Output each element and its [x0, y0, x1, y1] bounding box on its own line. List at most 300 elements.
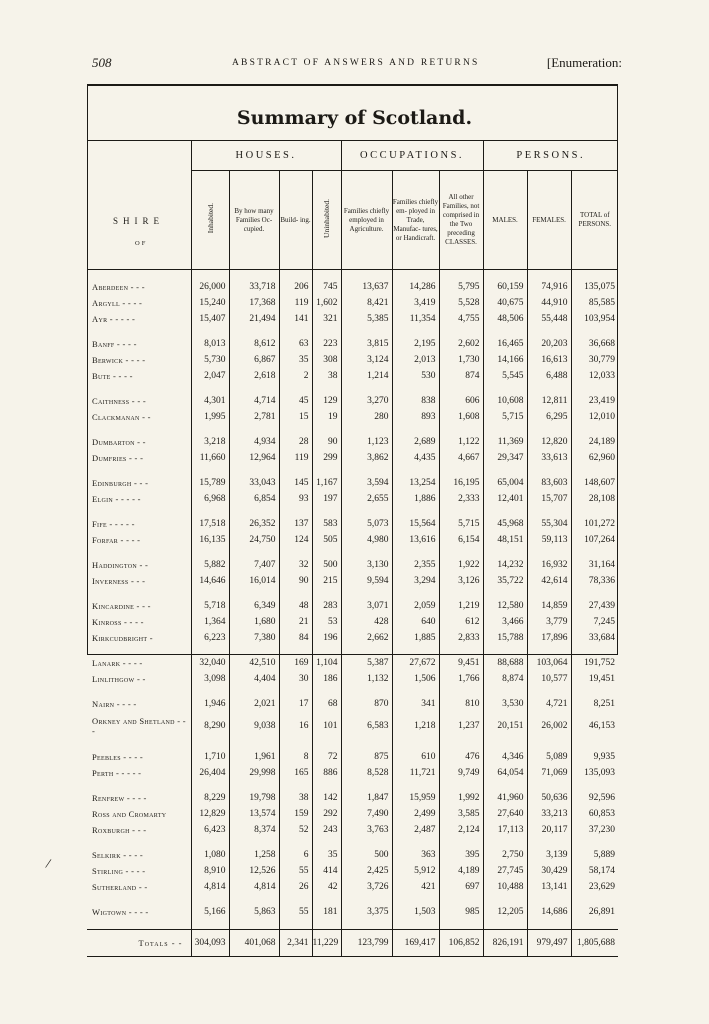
table-cell: 169: [279, 655, 312, 671]
col-inhabited: Inhabited.: [191, 171, 229, 270]
spacer-row: [87, 895, 618, 904]
table-cell: 9,451: [439, 655, 483, 671]
table-cell: 640: [392, 614, 439, 630]
table-cell: 137: [279, 516, 312, 532]
table-cell: 1,847: [341, 790, 392, 806]
table-cell: 72: [312, 749, 341, 765]
shire-name: Stirling - - - -: [92, 866, 146, 876]
table-cell: 2,333: [439, 491, 483, 507]
table-cell: 11,660: [191, 450, 229, 466]
table-row: [87, 279, 618, 295]
shire-name: Peebles - - - -: [92, 752, 144, 762]
table-cell: 142: [312, 790, 341, 806]
col-building: Build- ing.: [279, 171, 312, 270]
table-cell: 10,577: [527, 671, 571, 687]
shire-label: SHIRE: [113, 216, 165, 226]
table-cell: 3,763: [341, 822, 392, 838]
shire-name: Ayr - - - - -: [92, 314, 136, 324]
table-cell: 12,033: [571, 368, 618, 384]
table-row: [87, 409, 618, 425]
table-cell: 12,964: [229, 450, 279, 466]
table-cell: 4,404: [229, 671, 279, 687]
col-males: MALES.: [483, 171, 527, 270]
table-cell: 64,054: [483, 765, 527, 781]
table-cell: 14,286: [392, 279, 439, 295]
table-cell: 428: [341, 614, 392, 630]
table-cell: 29,347: [483, 450, 527, 466]
col-uninhabited: Uninhabited.: [312, 171, 341, 270]
summary-table: [87, 141, 618, 957]
table-cell: 29,998: [229, 765, 279, 781]
table-cell: 206: [279, 279, 312, 295]
table-cell: 145: [279, 475, 312, 491]
spacer-row: [87, 646, 618, 655]
col-agriculture: Families chiefly employed in Agriculture.: [341, 171, 392, 270]
table-cell: 4,934: [229, 434, 279, 450]
table-cell: 3,594: [341, 475, 392, 491]
table-cell: 6,867: [229, 352, 279, 368]
table-cell: 21: [279, 614, 312, 630]
table-cell: 1,122: [439, 434, 483, 450]
table-cell: 135,075: [571, 279, 618, 295]
table-cell: 40,675: [483, 295, 527, 311]
table-cell: 11,354: [392, 311, 439, 327]
table-cell: 3,779: [527, 614, 571, 630]
margin-mark: /: [44, 856, 52, 873]
table-cell: 3,218: [191, 434, 229, 450]
shire-name: Orkney and Shetland - - -: [92, 716, 186, 736]
table-cell: 48,151: [483, 532, 527, 548]
table-cell: 1,219: [439, 598, 483, 614]
table-cell: 85,585: [571, 295, 618, 311]
table-cell: 2,662: [341, 630, 392, 646]
table-cell: 9,594: [341, 573, 392, 589]
table-cell: 3,071: [341, 598, 392, 614]
table-cell: 8,374: [229, 822, 279, 838]
table-cell: 16,465: [483, 336, 527, 352]
shire-name: Elgin - - - - -: [92, 494, 141, 504]
table-cell: 2,195: [392, 336, 439, 352]
running-title: ABSTRACT OF ANSWERS AND RETURNS: [232, 58, 480, 68]
shire-name: Dumbarton - -: [92, 437, 146, 447]
table-cell: 985: [439, 904, 483, 920]
table-cell: 27,439: [571, 598, 618, 614]
table-cell: 4,667: [439, 450, 483, 466]
table-cell: 33,684: [571, 630, 618, 646]
table-cell: 15,959: [392, 790, 439, 806]
table-cell: 321: [312, 311, 341, 327]
table-cell: 1,886: [392, 491, 439, 507]
table-cell: 17: [279, 696, 312, 712]
shire-name: Clackmanan - -: [92, 412, 151, 422]
table-cell: 341: [392, 696, 439, 712]
col-trade: Families chiefly em- ployed in Trade, Manufac- tures, or Handicraft.: [392, 171, 439, 270]
table-cell: 20,203: [527, 336, 571, 352]
table-row: [87, 393, 618, 409]
table-cell: 8,612: [229, 336, 279, 352]
spacer-row: [87, 740, 618, 749]
table-cell: 46,153: [571, 712, 618, 740]
table-cell: 7,490: [341, 806, 392, 822]
shire-name: Ross and Cromarty: [92, 809, 167, 819]
table-cell: 15,564: [392, 516, 439, 532]
table-cell: 8,013: [191, 336, 229, 352]
total-cell: 169,417: [392, 930, 439, 957]
table-cell: 3,139: [527, 847, 571, 863]
table-cell: 101: [312, 712, 341, 740]
of-label: OF: [135, 240, 148, 247]
table-cell: 5,889: [571, 847, 618, 863]
table-cell: 3,862: [341, 450, 392, 466]
table-cell: 26,891: [571, 904, 618, 920]
table-cell: 27,640: [483, 806, 527, 822]
table-cell: 38: [312, 368, 341, 384]
table-cell: 33,613: [527, 450, 571, 466]
table-cell: 2,750: [483, 847, 527, 863]
table-cell: 886: [312, 765, 341, 781]
table-cell: 3,419: [392, 295, 439, 311]
table-row: [87, 765, 618, 781]
shire-name: Banff - - - -: [92, 339, 137, 349]
table-body: [87, 270, 618, 957]
table-cell: 12,401: [483, 491, 527, 507]
houses-group-header: HOUSES.: [191, 141, 341, 171]
table-cell: 32,040: [191, 655, 229, 671]
table-cell: 48,506: [483, 311, 527, 327]
table-cell: 11,721: [392, 765, 439, 781]
table-cell: 8,290: [191, 712, 229, 740]
table-cell: 243: [312, 822, 341, 838]
shire-name: Haddington - -: [92, 560, 149, 570]
table-cell: 299: [312, 450, 341, 466]
table-cell: 44,910: [527, 295, 571, 311]
table-cell: 1,922: [439, 557, 483, 573]
table-row: [87, 450, 618, 466]
table-cell: 4,980: [341, 532, 392, 548]
table-cell: 15,240: [191, 295, 229, 311]
col-females: FEMALES.: [527, 171, 571, 270]
table-cell: 2,833: [439, 630, 483, 646]
table-cell: 505: [312, 532, 341, 548]
total-cell: 304,093: [191, 930, 229, 957]
table-cell: 8,229: [191, 790, 229, 806]
col-total: TOTAL of PERSONS.: [571, 171, 618, 270]
shire-name: Bute - - - -: [92, 371, 133, 381]
table-cell: 8,421: [341, 295, 392, 311]
total-cell: 123,799: [341, 930, 392, 957]
table-row: [87, 352, 618, 368]
table-cell: 30: [279, 671, 312, 687]
table-cell: 4,714: [229, 393, 279, 409]
table-cell: 9,749: [439, 765, 483, 781]
total-cell: 2,341: [279, 930, 312, 957]
shire-name: Sutherland - -: [92, 882, 148, 892]
table-row: [87, 904, 618, 920]
table-cell: 36,668: [571, 336, 618, 352]
table-cell: 16,195: [439, 475, 483, 491]
table-cell: 13,574: [229, 806, 279, 822]
table-cell: 7,407: [229, 557, 279, 573]
table-cell: 42: [312, 879, 341, 895]
table-cell: 810: [439, 696, 483, 712]
table-cell: 135,093: [571, 765, 618, 781]
table-cell: 1,237: [439, 712, 483, 740]
table-cell: 1,258: [229, 847, 279, 863]
table-cell: 1,503: [392, 904, 439, 920]
table-row: [87, 598, 618, 614]
table-cell: 33,718: [229, 279, 279, 295]
table-cell: 3,815: [341, 336, 392, 352]
table-cell: 874: [439, 368, 483, 384]
table-row: [87, 696, 618, 712]
table-cell: 2,499: [392, 806, 439, 822]
table-cell: 2,047: [191, 368, 229, 384]
table-row: [87, 630, 618, 646]
table-cell: 45,968: [483, 516, 527, 532]
table-cell: 84: [279, 630, 312, 646]
table-cell: 2,618: [229, 368, 279, 384]
table-cell: 55,304: [527, 516, 571, 532]
table-cell: 223: [312, 336, 341, 352]
table-cell: 17,113: [483, 822, 527, 838]
table-cell: 17,518: [191, 516, 229, 532]
table-cell: 893: [392, 409, 439, 425]
table-cell: 55: [279, 863, 312, 879]
spacer-row: [87, 838, 618, 847]
total-cell: 401,068: [229, 930, 279, 957]
table-cell: 63: [279, 336, 312, 352]
table-cell: 606: [439, 393, 483, 409]
table-row: [87, 311, 618, 327]
table-cell: 103,954: [571, 311, 618, 327]
table-cell: 33,043: [229, 475, 279, 491]
table-cell: 83,603: [527, 475, 571, 491]
table-cell: 78,336: [571, 573, 618, 589]
table-cell: 52: [279, 822, 312, 838]
table-cell: 215: [312, 573, 341, 589]
shire-name: Caithness - - -: [92, 396, 147, 406]
table-cell: 119: [279, 295, 312, 311]
table-cell: 421: [392, 879, 439, 895]
table-row: [87, 790, 618, 806]
table-cell: 10,488: [483, 879, 527, 895]
table-cell: 363: [392, 847, 439, 863]
table-cell: 10,608: [483, 393, 527, 409]
table-cell: 414: [312, 863, 341, 879]
table-cell: 11,369: [483, 434, 527, 450]
table-cell: 3,375: [341, 904, 392, 920]
table-cell: 55,448: [527, 311, 571, 327]
table-cell: 148,607: [571, 475, 618, 491]
table-row: [87, 295, 618, 311]
table-cell: 6,295: [527, 409, 571, 425]
table-row: [87, 336, 618, 352]
table-cell: 870: [341, 696, 392, 712]
table-cell: 55: [279, 904, 312, 920]
table-cell: 23,629: [571, 879, 618, 895]
table-cell: 35,722: [483, 573, 527, 589]
table-cell: 4,346: [483, 749, 527, 765]
table-cell: 33,213: [527, 806, 571, 822]
table-cell: 395: [439, 847, 483, 863]
table-cell: 103,064: [527, 655, 571, 671]
table-row: [87, 847, 618, 863]
table-cell: 2,655: [341, 491, 392, 507]
table-cell: 13,254: [392, 475, 439, 491]
table-cell: 2,021: [229, 696, 279, 712]
table-cell: 27,745: [483, 863, 527, 879]
table-cell: 58,174: [571, 863, 618, 879]
table-cell: 3,726: [341, 879, 392, 895]
table-cell: 181: [312, 904, 341, 920]
table-row: [87, 475, 618, 491]
table-cell: 65,004: [483, 475, 527, 491]
table-cell: 68: [312, 696, 341, 712]
section-label: [Enumeration:: [546, 55, 622, 70]
table-cell: 16: [279, 712, 312, 740]
table-cell: 15: [279, 409, 312, 425]
table-cell: 6,488: [527, 368, 571, 384]
table-cell: 2,124: [439, 822, 483, 838]
table-cell: 1,885: [392, 630, 439, 646]
spacer-row: [87, 548, 618, 557]
table-cell: 41,960: [483, 790, 527, 806]
totals-row: [87, 930, 618, 957]
table-cell: 19: [312, 409, 341, 425]
page-title: Summary of Scotland.: [236, 107, 473, 129]
table-cell: 8: [279, 749, 312, 765]
shire-name: Selkirk - - - -: [92, 850, 144, 860]
table-cell: 12,811: [527, 393, 571, 409]
table-cell: 5,073: [341, 516, 392, 532]
table-row: [87, 863, 618, 879]
table-cell: 107,264: [571, 532, 618, 548]
table-cell: 6,349: [229, 598, 279, 614]
table-cell: 583: [312, 516, 341, 532]
table-cell: 5,718: [191, 598, 229, 614]
table-cell: 24,189: [571, 434, 618, 450]
table-cell: 1,218: [392, 712, 439, 740]
table-cell: 476: [439, 749, 483, 765]
table-cell: 50,636: [527, 790, 571, 806]
spacer-row: [87, 781, 618, 790]
table-cell: 2,013: [392, 352, 439, 368]
table-cell: 3,124: [341, 352, 392, 368]
shire-name: Linlithgow - -: [92, 674, 146, 684]
table-cell: 500: [341, 847, 392, 863]
table-cell: 5,715: [483, 409, 527, 425]
table-cell: 12,580: [483, 598, 527, 614]
shire-name: Nairn - - - -: [92, 699, 137, 709]
shire-name: Argyll - - - -: [92, 298, 143, 308]
table-cell: 612: [439, 614, 483, 630]
table-cell: 8,251: [571, 696, 618, 712]
table-cell: 5,089: [527, 749, 571, 765]
table-cell: 6,423: [191, 822, 229, 838]
table-cell: 15,788: [483, 630, 527, 646]
shire-name: Forfar - - - -: [92, 535, 141, 545]
shire-name: Aberdeen - - -: [92, 282, 145, 292]
table-cell: 308: [312, 352, 341, 368]
table-cell: 2,425: [341, 863, 392, 879]
table-cell: 60,853: [571, 806, 618, 822]
table-cell: 5,387: [341, 655, 392, 671]
table-cell: 13,637: [341, 279, 392, 295]
table-row: [87, 516, 618, 532]
table-cell: 6: [279, 847, 312, 863]
table-cell: 9,038: [229, 712, 279, 740]
spacer-row: [87, 466, 618, 475]
shire-name: Edinburgh - - -: [92, 478, 149, 488]
table-cell: 12,010: [571, 409, 618, 425]
table-row: [87, 614, 618, 630]
spacer-row: [87, 507, 618, 516]
table-cell: 14,232: [483, 557, 527, 573]
table-cell: 13,141: [527, 879, 571, 895]
table-cell: 28: [279, 434, 312, 450]
table-row: [87, 434, 618, 450]
table-cell: 59,113: [527, 532, 571, 548]
table-cell: 5,882: [191, 557, 229, 573]
table-cell: 2,602: [439, 336, 483, 352]
table-cell: 1,214: [341, 368, 392, 384]
table-row: [87, 671, 618, 687]
table-cell: 6,968: [191, 491, 229, 507]
table-cell: 2,781: [229, 409, 279, 425]
table-cell: 4,814: [229, 879, 279, 895]
table-cell: 3,126: [439, 573, 483, 589]
table-cell: 15,407: [191, 311, 229, 327]
table-cell: 12,820: [527, 434, 571, 450]
persons-group-header: PERSONS.: [483, 141, 618, 171]
table-cell: 186: [312, 671, 341, 687]
table-cell: 3,466: [483, 614, 527, 630]
table-cell: 5,795: [439, 279, 483, 295]
table-cell: 1,104: [312, 655, 341, 671]
table-cell: 42,510: [229, 655, 279, 671]
table-cell: 1,995: [191, 409, 229, 425]
table-cell: 745: [312, 279, 341, 295]
table-row: [87, 655, 618, 671]
table-cell: 3,294: [392, 573, 439, 589]
table-cell: 2,059: [392, 598, 439, 614]
table-cell: 1,946: [191, 696, 229, 712]
table-cell: 1,961: [229, 749, 279, 765]
table-cell: 20,117: [527, 822, 571, 838]
page-number: 508: [92, 55, 112, 70]
table-cell: 1,608: [439, 409, 483, 425]
table-cell: 191,752: [571, 655, 618, 671]
table-cell: 124: [279, 532, 312, 548]
table-cell: 165: [279, 765, 312, 781]
table-cell: 3,585: [439, 806, 483, 822]
table-cell: 21,494: [229, 311, 279, 327]
shire-name: Fife - - - - -: [92, 519, 135, 529]
table-row: [87, 749, 618, 765]
spacer-row: [87, 589, 618, 598]
table-cell: 26,404: [191, 765, 229, 781]
table-row: [87, 368, 618, 384]
table-cell: 62,960: [571, 450, 618, 466]
table-cell: 610: [392, 749, 439, 765]
table-cell: 280: [341, 409, 392, 425]
table-cell: 6,223: [191, 630, 229, 646]
table-cell: 8,528: [341, 765, 392, 781]
table-cell: 14,686: [527, 904, 571, 920]
shire-name: Wigtown - - - -: [92, 907, 149, 917]
totals-label: Totals - -: [87, 930, 191, 957]
shire-name: Renfrew - - - -: [92, 793, 147, 803]
